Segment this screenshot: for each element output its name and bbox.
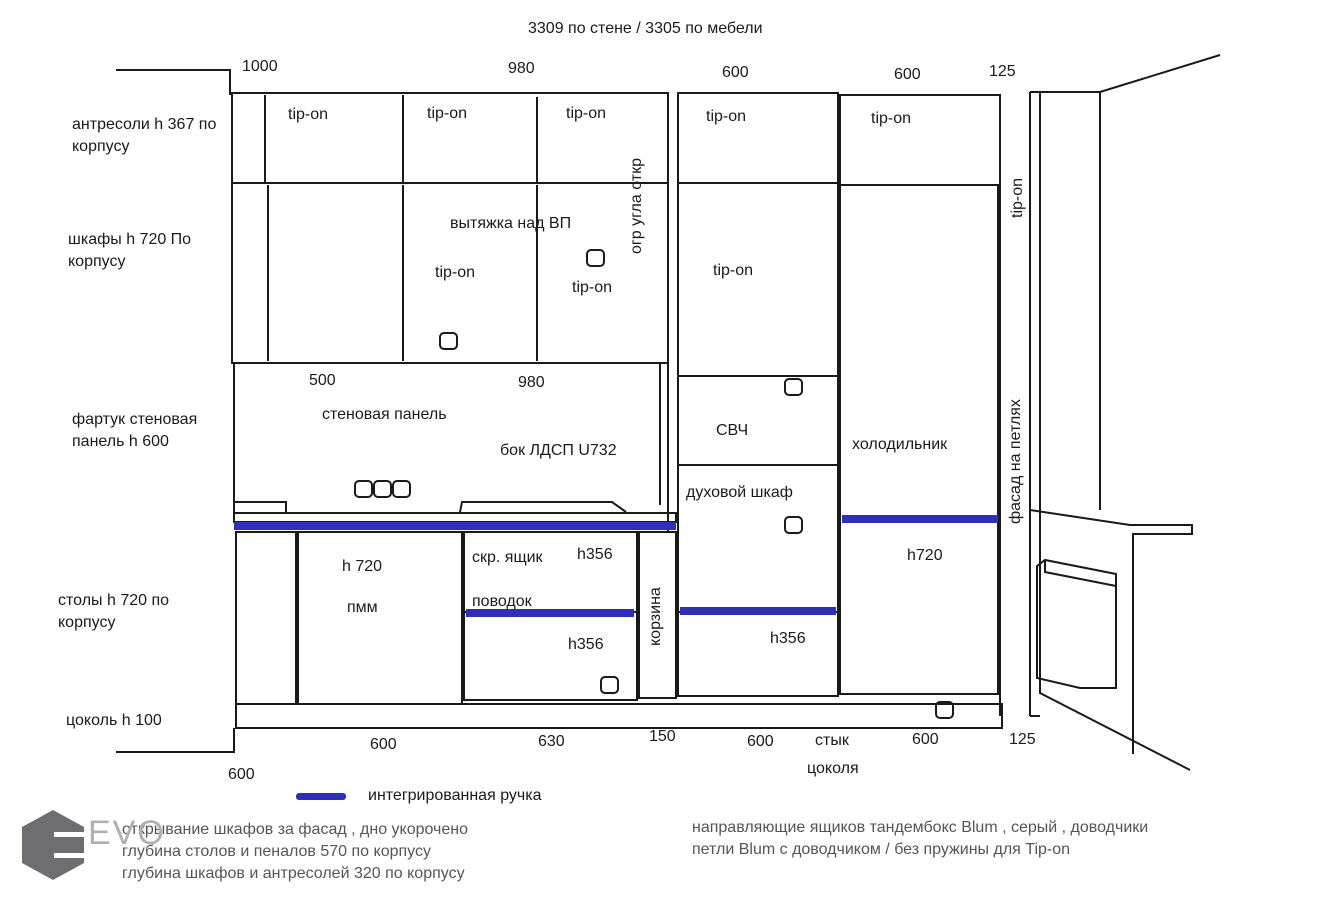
row-label-cabinets: шкафы h 720 По корпусу [68, 231, 192, 270]
wall-line-top [116, 70, 230, 95]
side-panel-label: бок ЛДСП U732 [500, 442, 617, 459]
h356-a-label: h356 [577, 546, 613, 563]
h720-right-label: h720 [907, 547, 943, 564]
dim-bottom-600-c: 600 [912, 731, 939, 748]
tipon-label-5: tip-on [871, 110, 912, 127]
tipon-label-4: tip-on [706, 108, 747, 125]
logo-hexagon-icon [20, 808, 86, 882]
dim-500: 500 [309, 372, 336, 389]
microwave-label: СВЧ [716, 422, 749, 439]
tipon-label-wall-right: tip-on [572, 279, 613, 296]
leash-label: поводок [472, 593, 532, 610]
outlet-2 [374, 481, 391, 497]
note-right-1: направляющие ящиков тандембокс Blum , серый , доводчики [692, 819, 1149, 836]
hood-label: вытяжка над ВП [450, 215, 572, 232]
dim-bottom-600-a: 600 [370, 736, 397, 753]
dim-bottom-600-b: 600 [747, 733, 774, 750]
legend-swatch [296, 793, 346, 800]
tipon-vertical-label: tip-on [1009, 177, 1026, 218]
outlet-3 [393, 481, 410, 497]
handle-countertop [234, 522, 676, 530]
handle-oven [680, 607, 836, 615]
dim-top-980: 980 [508, 60, 535, 77]
basket-label: корзина [647, 587, 664, 646]
joint-label: стык [815, 732, 849, 749]
countertop [234, 513, 676, 522]
fridge-label: холодильник [852, 436, 948, 453]
wall-panel-label: стеновая панель [322, 406, 447, 423]
note-left-2: глубина столов и пеналов 570 по корпусу [122, 843, 431, 860]
note-left-3: глубина шкафов и антресолей 320 по корпусу [122, 865, 465, 882]
row-label-mezzanine: антресоли h 367 по корпусу [72, 116, 217, 155]
h356-c-label: h356 [770, 630, 806, 647]
dim-top-1000: 1000 [242, 58, 278, 75]
logo-text: EVO [88, 814, 166, 852]
tall-column [678, 183, 838, 696]
plinth-word-label: цоколя [807, 760, 859, 777]
dim-bottom-125: 125 [1009, 731, 1036, 748]
dishwasher-label: пмм [347, 599, 378, 616]
knob-3 [785, 379, 802, 395]
knob-5 [601, 677, 618, 693]
row-label-plinth: цоколь h 100 [66, 712, 162, 729]
facade-hinges-label: фасад на петлях [1007, 399, 1024, 524]
hidden-drawer-label: скр. ящик [472, 549, 543, 566]
plinth [236, 704, 1002, 728]
row-label-tables: столы h 720 по корпусу [58, 592, 170, 631]
tipon-label-1: tip-on [288, 106, 329, 123]
legend-handle-label: интегрированная ручка [368, 787, 542, 804]
dim-bottom-600-left: 600 [228, 766, 255, 783]
hob-outline [460, 502, 626, 512]
tipon-label-3: tip-on [566, 105, 607, 122]
h356-b-label: h356 [568, 636, 604, 653]
dim-bottom-150: 150 [649, 728, 676, 745]
note-right-2: петли Blum с доводчиком / без пружины для Tip-on [692, 841, 1071, 858]
mezzanine-tall-unit [678, 93, 838, 183]
drawing-title: 3309 по стене / 3305 по мебели [528, 20, 763, 37]
tipon-label-tall: tip-on [713, 262, 754, 279]
knob-1 [440, 333, 457, 349]
dim-top-600-a: 600 [722, 64, 749, 81]
knob-2 [587, 250, 604, 266]
dim-bottom-630: 630 [538, 733, 565, 750]
tipon-label-2: tip-on [427, 105, 468, 122]
mezzanine-fridge-unit [840, 95, 1000, 185]
tipon-label-wall-left: tip-on [435, 264, 476, 281]
h720-left-label: h 720 [342, 558, 383, 575]
dim-top-600-b: 600 [894, 66, 921, 83]
corner-limiter-label: огр угла откр [628, 157, 645, 254]
dim-980: 980 [518, 374, 545, 391]
knob-4 [785, 517, 802, 533]
note-left-1: открывание шкафов за фасад , дно укорочено [122, 821, 469, 838]
dim-top-125: 125 [989, 63, 1016, 80]
row-label-backsplash: фартук стеновая панель h 600 [72, 411, 198, 450]
outlet-1 [355, 481, 372, 497]
oven-label: духовой шкаф [686, 484, 793, 501]
handle-fridge [842, 515, 998, 523]
